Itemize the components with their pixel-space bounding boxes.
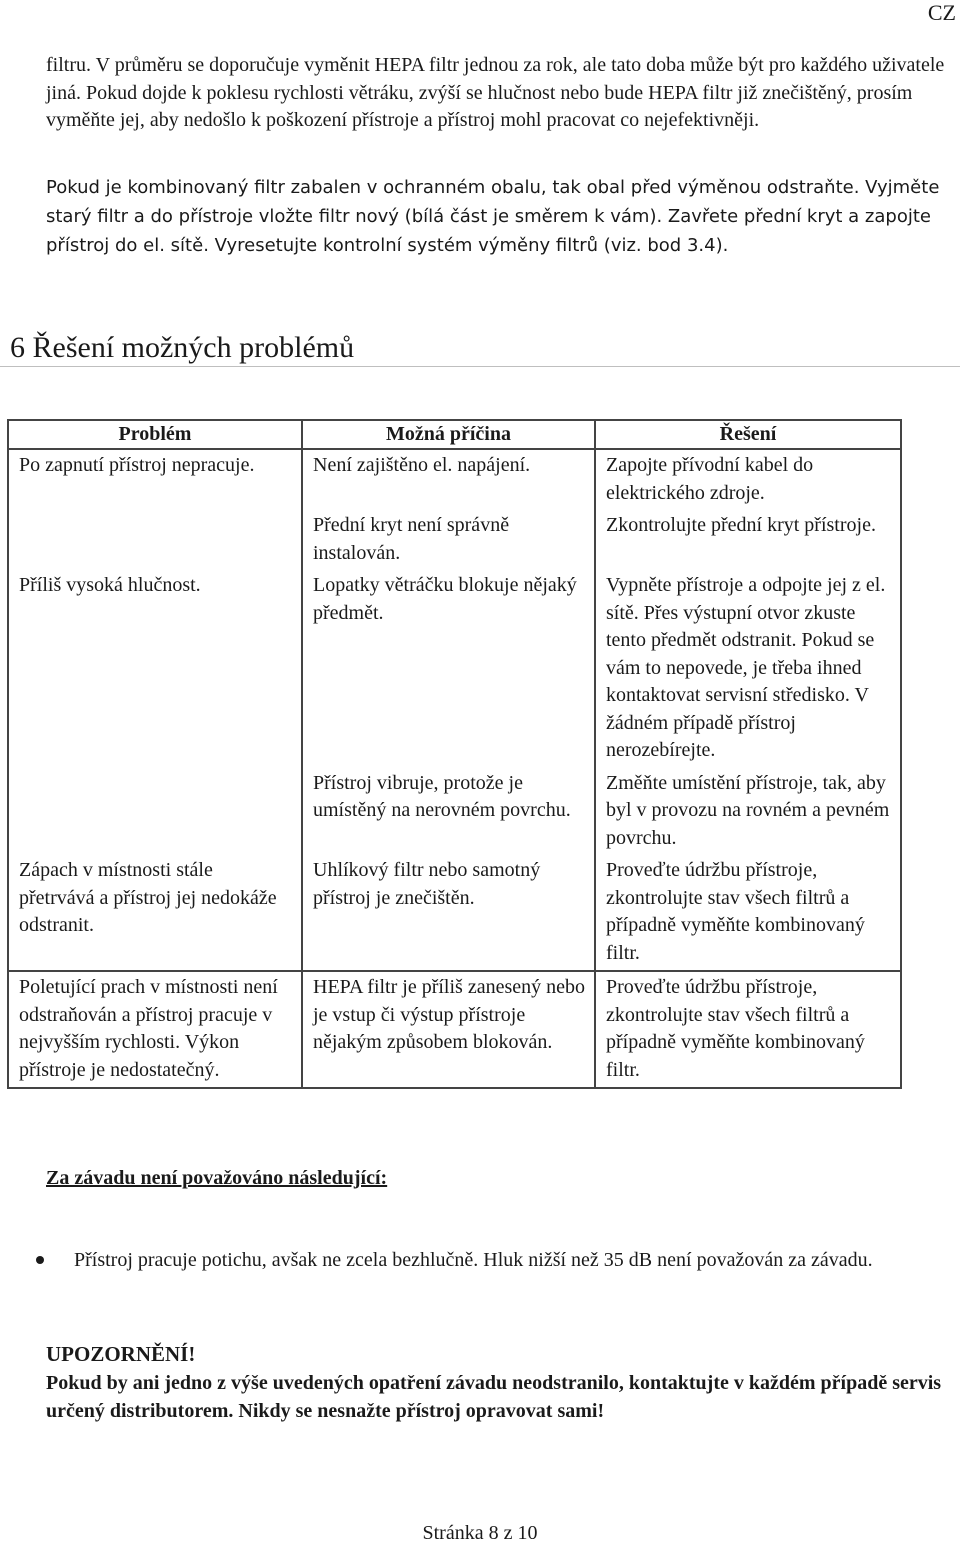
cause-cell: Není zajištěno el. napájení.: [302, 449, 595, 510]
cause-cell: Přední kryt není správně instalován.: [302, 510, 595, 570]
solution-cell: Vypněte přístroje a odpojte jej z el. sítě. Přes výstupní otvor zkuste tento předmět odstranit. Pokud se vám to nepovede, je třeba ihned kontaktovat servisní středisko. V žádném případě přístroj nerozebírejte.: [595, 570, 901, 768]
problem-cell: [8, 768, 302, 856]
table-header-row: [8, 420, 901, 449]
table-row: [8, 971, 901, 1088]
header-solution: Řešení: [595, 420, 901, 449]
solution-cell: Změňte umístění přístroje, tak, aby byl v provozu na rovném a pevném povrchu.: [595, 768, 901, 856]
problem-cell: [8, 510, 302, 570]
section-heading: 6 Řešení možných problémů: [10, 331, 355, 364]
header-problem: Problém: [8, 420, 302, 449]
cause-cell: HEPA filtr je příliš zanesený nebo je vstup či výstup přístroje nějakým způsobem blokován.: [302, 971, 595, 1088]
cause-cell: Lopatky větráčku blokuje nějaký předmět.: [302, 570, 595, 768]
solution-cell: Proveďte údržbu přístroje, zkontrolujte stav všech filtrů a případně vyměňte kombinovaný filtr.: [595, 855, 901, 971]
not-defect-title: Za závadu není považováno následující:: [46, 1167, 388, 1189]
problem-cell: Po zapnutí přístroj nepracuje.: [8, 449, 302, 510]
header-cause: Možná příčina: [302, 420, 595, 449]
troubleshooting-table: [7, 419, 902, 1089]
table-row: [8, 570, 901, 768]
solution-cell: Zapojte přívodní kabel do elektrického zdroje.: [595, 449, 901, 510]
warning-text: Pokud by ani jedno z výše uvedených opatření závadu neodstranilo, kontaktujte v každém případě servis určený distributorem. Nikdy se nesnažte přístroj opravovat sami!: [46, 1372, 942, 1422]
table-row: [8, 510, 901, 570]
problem-cell: Příliš vysoká hlučnost.: [8, 570, 302, 768]
table-row: [8, 449, 901, 510]
page-number: Stránka 8 z 10: [422, 1522, 538, 1544]
cause-cell: Přístroj vibruje, protože je umístěný na nerovném povrchu.: [302, 768, 595, 856]
cause-cell: Uhlíkový filtr nebo samotný přístroj je znečištěn.: [302, 855, 595, 971]
solution-cell: Proveďte údržbu přístroje, zkontrolujte stav všech filtrů a případně vyměňte kombinovaný filtr.: [595, 971, 901, 1088]
filter-packaging-paragraph: Pokud je kombinovaný filtr zabalen v ochranném obalu, tak obal před výměnou odstraňte. Vyjměte starý filtr a do přístroje vložte filtr nový (bílá část je směrem k vám). Zavřete přední kryt a zapojte přístroj do el. sítě. Vyresetujte kontrolní systém výměny filtrů (viz. bod 3.4).: [46, 177, 940, 256]
solution-cell: Zkontrolujte přední kryt přístroje.: [595, 510, 901, 570]
filter-replacement-paragraph: filtru. V průměru se doporučuje vyměnit HEPA filtr jednou za rok, ale tato doba může být pro každého uživatele jiná. Pokud dojde k poklesu rychlosti větráku, zvýší se hlučnost nebo bude HEPA filtr již znečištěný, prosím vyměňte jej, aby nedošlo k poškození přístroje a přístroj mohl pracovat co nejefektivněji.: [46, 54, 945, 131]
not-defect-list: [30, 1246, 950, 1274]
bullet-icon: [36, 1256, 44, 1264]
list-item: [30, 1246, 950, 1274]
list-item-text: Přístroj pracuje potichu, avšak ne zcela bezhlučně. Hluk nižší než 35 dB není považován za závadu.: [74, 1249, 873, 1271]
language-code: CZ: [927, 0, 956, 25]
problem-cell: Poletující prach v místnosti není odstraňován a přístroj pracuje v nejvyšším rychlosti. Výkon přístroje je nedostatečný.: [8, 971, 302, 1088]
warning-title: UPOZORNĚNÍ!: [46, 1342, 196, 1366]
heading-divider: [0, 366, 960, 367]
table-row: [8, 855, 901, 971]
table-row: [8, 768, 901, 856]
problem-cell: Zápach v místnosti stále přetrvává a přístroj jej nedokáže odstranit.: [8, 855, 302, 971]
